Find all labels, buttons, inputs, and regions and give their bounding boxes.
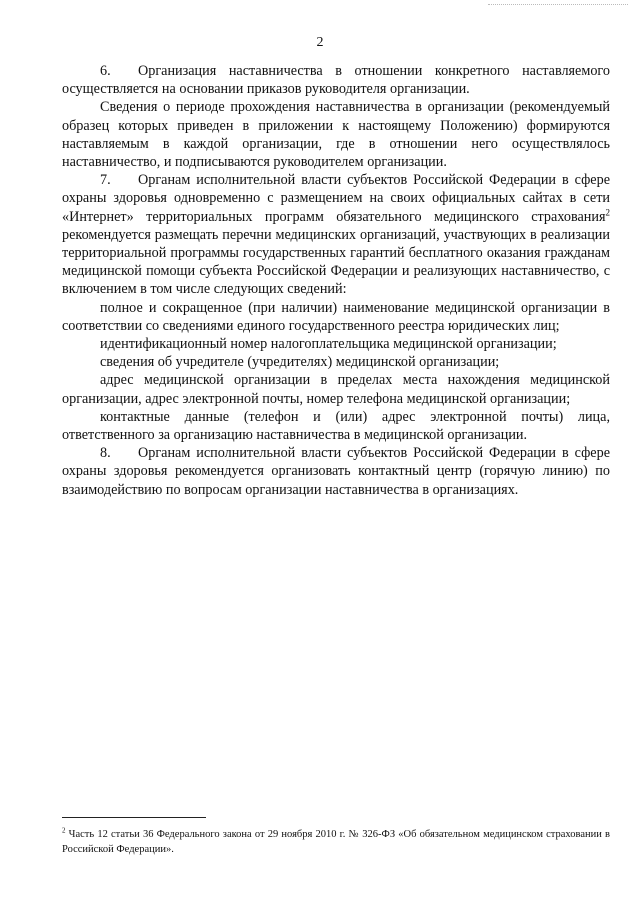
footnote [62,828,610,857]
paragraph-6-number: 6. [100,63,111,79]
paragraph-6 [62,62,610,98]
paragraph-7-number: 7. [100,172,111,189]
page-number: 2 [316,35,324,50]
paragraph-6-text: Организация наставничества в отношении конкретного наставляемого осуществляется на основании приказов руководителя организации. [62,63,610,98]
paragraph-7 [62,171,610,298]
list-item: контактные данные (телефон и (или) адрес электронной почты) лица, ответственного за организацию наставничества в медицинской организации. [62,408,610,444]
footnote-marker: 2 [62,826,66,835]
paragraph-7-text-a: Органам исполнительной власти субъектов Российской Федерации в сфере охраны здоровья одновременно с размещением на своих официальных сайтах в сети «Интернет» территориальных программ обязательного медицинского страхования [62,172,610,225]
document-body [62,62,610,499]
footnote-divider [62,817,206,818]
scan-artifact-line [488,4,628,7]
list-item: сведения об учредителе (учредителях) медицинской организации; [100,354,500,371]
paragraph-8-number: 8. [100,445,111,462]
paragraph-8 [62,444,610,499]
paragraph-7-text-b: рекомендуется размещать перечни медицинских организаций, участвующих в реализации территориальной программы государственных гарантий бесплатного оказания гражданам медицинской помощи субъекта Российской Федерации и реализующих наставничество, с включением в том числе следующих сведений: [62,226,610,298]
list-item: адрес медицинской организации в пределах места нахождения медицинской организации, адрес электронной почты, номер телефона медицинской организации; [62,372,610,407]
footnote-text: Часть 12 статьи 36 Федерального закона от 29 ноября 2010 г. № 326-ФЗ «Об обязательном медицинском страховании в Российской Федерации». [62,829,610,855]
list-item: полное и сокращенное (при наличии) наименование медицинской организации в соответствии со сведениями единого государственного реестра юридических лиц; [62,299,610,334]
paragraph-6-continued: Сведения о периоде прохождения наставничества в организации (рекомендуемый образец которых приведен в приложении к настоящему Положению) формируются наставляемым в каждой организации, где в отношении него осуществлялось наставничество, и подписываются руководителем организации. [62,99,610,171]
list-item: идентификационный номер налогоплательщика медицинской организации; [100,336,557,353]
paragraph-8-text: Органам исполнительной власти субъектов Российской Федерации в сфере охраны здоровья рекомендуется организовать контактный центр (горячую линию) по взаимодействию по вопросам организации наставничества в организациях. [62,445,610,498]
footnote-reference: 2 [605,206,610,217]
